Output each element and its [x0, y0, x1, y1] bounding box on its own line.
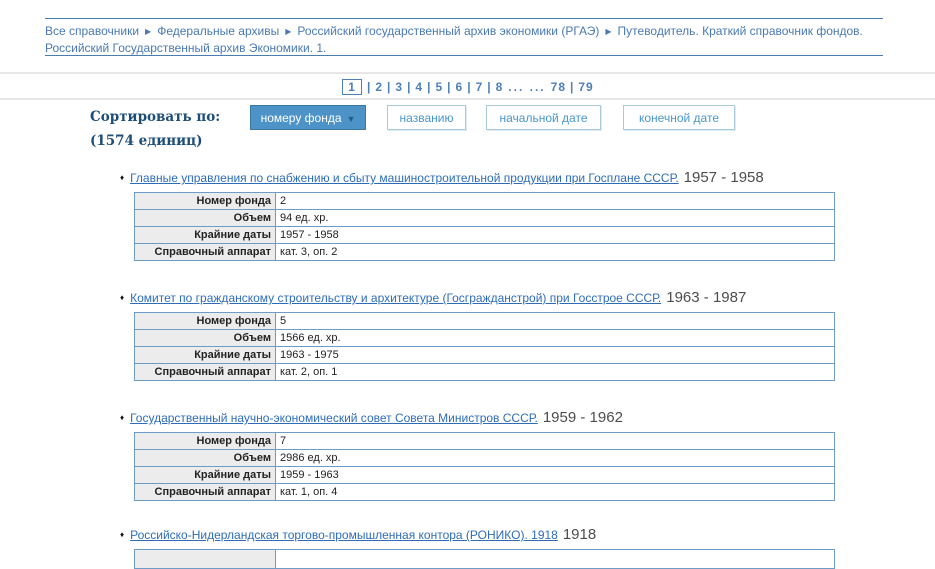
table-row	[135, 433, 835, 450]
field-label: Объем	[135, 450, 276, 467]
sort-by-label: Сортировать по:	[90, 109, 221, 125]
sort-button-end-date[interactable]: конечной дате	[623, 105, 735, 130]
page-separator: |	[366, 80, 372, 94]
field-value: 1959 - 1963	[276, 467, 835, 484]
sort-button-start-date[interactable]: начальной дате	[486, 105, 601, 130]
table-row	[135, 244, 835, 261]
page-separator: |	[447, 80, 452, 94]
breadcrumb-bottom-rule	[45, 55, 883, 56]
page-separator: |	[427, 80, 432, 94]
pagination	[0, 79, 935, 95]
fond-date: 1957 - 1958	[683, 169, 764, 186]
breadcrumb-link-all-guides[interactable]: Все справочники	[45, 24, 140, 38]
page-separator: |	[387, 80, 392, 94]
fond-date: 1959 - 1962	[542, 409, 623, 426]
breadcrumb-arrow-icon: ▶	[145, 27, 152, 36]
fond-link[interactable]: Российско-Нидерландская торгово-промышленная контора (РОНИКО). 1918	[130, 528, 558, 542]
page-link-5[interactable]: 5	[435, 80, 444, 94]
fond-title-row	[120, 289, 836, 308]
field-label: Справочный аппарат	[135, 244, 276, 261]
page-link-6[interactable]: 6	[455, 80, 464, 94]
table-row	[135, 450, 835, 467]
field-label: Справочный аппарат	[135, 364, 276, 381]
fond-table	[134, 432, 835, 501]
page-link-2[interactable]: 2	[375, 80, 384, 94]
breadcrumb-link-rgae[interactable]: Российский государственный архив экономики (РГАЭ)	[297, 24, 600, 38]
page-separator: |	[487, 80, 492, 94]
field-value: 7	[276, 433, 835, 450]
field-label: Объем	[135, 330, 276, 347]
page-link-78[interactable]: 78	[550, 80, 566, 94]
table-row	[135, 193, 835, 210]
bullet-icon: ♦	[120, 173, 125, 182]
breadcrumb-link-guide[interactable]: Путеводитель. Краткий справочник фондов. Российский Государственный архив Экономики. 1.	[45, 24, 863, 55]
fond-title-row	[120, 169, 836, 188]
fond-link[interactable]: Государственный научно-экономический совет Совета Министров СССР.	[130, 411, 538, 425]
field-label: Справочный аппарат	[135, 484, 276, 501]
fond-link[interactable]: Главные управления по снабжению и сбыту машиностроительной продукции при Госплане СССР.	[130, 171, 679, 185]
table-row	[135, 210, 835, 227]
fond-date: 1918	[562, 526, 597, 543]
fond-date: 1963 - 1987	[666, 289, 747, 306]
fond-table	[134, 312, 835, 381]
bullet-icon: ♦	[120, 413, 125, 422]
sort-button-fond-number[interactable]	[250, 105, 366, 130]
field-value: 1957 - 1958	[276, 227, 835, 244]
field-value: кат. 2, оп. 1	[276, 364, 835, 381]
breadcrumb-arrow-icon: ▶	[605, 27, 612, 36]
page-ellipsis: ... ...	[508, 80, 546, 94]
field-value: кат. 3, оп. 2	[276, 244, 835, 261]
fond-item	[120, 409, 836, 501]
fond-title-row	[120, 409, 836, 428]
page-separator: |	[570, 80, 575, 94]
page-link-8[interactable]: 8	[495, 80, 504, 94]
page-separator: |	[467, 80, 472, 94]
field-label: Номер фонда	[135, 313, 276, 330]
page-link-4[interactable]: 4	[415, 80, 424, 94]
page-link-3[interactable]: 3	[395, 80, 404, 94]
table-row	[135, 313, 835, 330]
breadcrumb-arrow-icon: ▶	[285, 27, 292, 36]
fond-item	[120, 169, 836, 261]
table-row	[135, 347, 835, 364]
divider	[0, 72, 935, 74]
field-value: 2986 ед. хр.	[276, 450, 835, 467]
page-link-79[interactable]: 79	[578, 80, 594, 94]
results-count: (1574 единиц)	[90, 133, 203, 149]
field-label: Крайние даты	[135, 467, 276, 484]
breadcrumb	[45, 23, 890, 56]
table-row	[135, 330, 835, 347]
sort-button-name[interactable]: названию	[387, 105, 466, 130]
field-label: Крайние даты	[135, 227, 276, 244]
field-label: Объем	[135, 210, 276, 227]
bullet-icon: ♦	[120, 293, 125, 302]
field-label: Крайние даты	[135, 347, 276, 364]
field-value: 5	[276, 313, 835, 330]
field-value: 94 ед. хр.	[276, 210, 835, 227]
bullet-icon: ♦	[120, 530, 125, 539]
breadcrumb-top-rule	[45, 18, 883, 19]
fond-title-row	[120, 526, 836, 545]
table-row	[135, 467, 835, 484]
page-separator: |	[407, 80, 412, 94]
field-label: Номер фонда	[135, 193, 276, 210]
field-label: Номер фонда	[135, 433, 276, 450]
table-row	[135, 364, 835, 381]
table-row	[135, 227, 835, 244]
sort-button-fond-number-label: номеру фонда	[260, 110, 342, 125]
field-value: кат. 1, оп. 4	[276, 484, 835, 501]
page-link-7[interactable]: 7	[475, 80, 484, 94]
field-value: 1566 ед. хр.	[276, 330, 835, 347]
fond-table	[134, 192, 835, 261]
divider	[0, 98, 935, 100]
page-current[interactable]: 1	[342, 79, 362, 95]
field-value: 1963 - 1975	[276, 347, 835, 364]
field-label	[135, 550, 276, 568]
fond-table	[134, 549, 835, 569]
fond-item	[120, 289, 836, 381]
table-row	[135, 484, 835, 501]
chevron-down-icon: ▼	[346, 113, 356, 124]
field-value: 2	[276, 193, 835, 210]
breadcrumb-link-federal-archives[interactable]: Федеральные архивы	[157, 24, 280, 38]
fond-link[interactable]: Комитет по гражданскому строительству и архитектуре (Госгражданстрой) при Госстрое СССР.	[130, 291, 662, 305]
